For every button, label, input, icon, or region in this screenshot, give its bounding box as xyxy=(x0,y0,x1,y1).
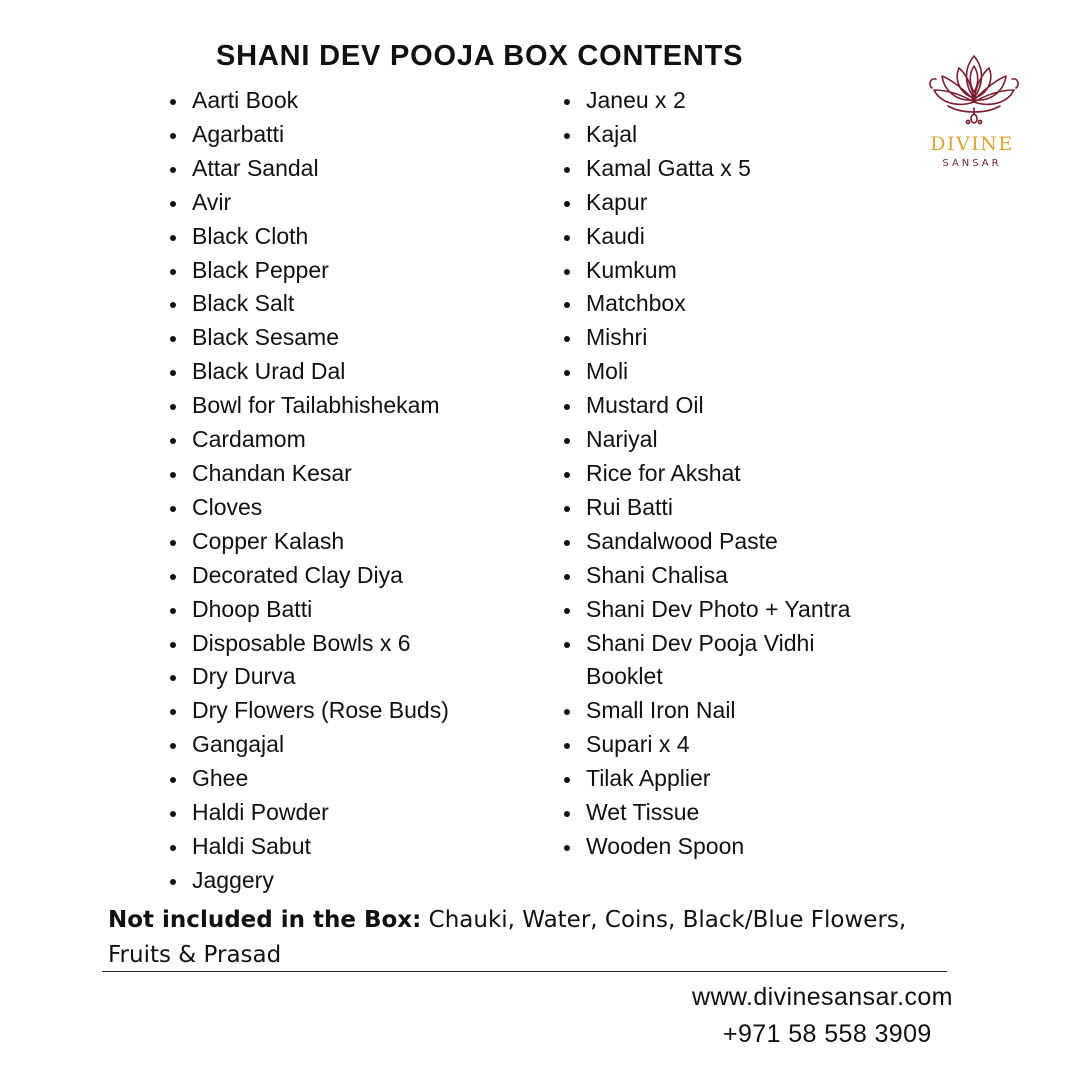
brand-subtitle: SANSAR xyxy=(942,158,1002,169)
page-title: SHANI DEV POOJA BOX CONTENTS xyxy=(216,40,744,72)
divider xyxy=(102,971,947,972)
list-item: Dry Flowers (Rose Buds) xyxy=(170,694,449,728)
list-item: Jaggery xyxy=(170,864,449,898)
phone-number[interactable]: +971 58 558 3909 xyxy=(723,1020,932,1048)
list-item: Wooden Spoon xyxy=(564,830,850,864)
list-item: Kajal xyxy=(564,118,850,152)
list-item: Kamal Gatta x 5 xyxy=(564,152,850,186)
list-item: Haldi Sabut xyxy=(170,830,449,864)
list-item: Gangajal xyxy=(170,728,449,762)
list-item: Black Urad Dal xyxy=(170,355,449,389)
list-item: Black Cloth xyxy=(170,220,449,254)
list-item: Ghee xyxy=(170,762,449,796)
list-item: Wet Tissue xyxy=(564,796,850,830)
exclusions-text: Chauki, Water, Coins, Black/Blue Flowers, Fruits & Prasad xyxy=(108,907,907,968)
list-item: Nariyal xyxy=(564,423,850,457)
list-item: Decorated Clay Diya xyxy=(170,559,449,593)
list-item: Attar Sandal xyxy=(170,152,449,186)
list-item: Shani Chalisa xyxy=(564,559,850,593)
list-item: Matchbox xyxy=(564,287,850,321)
list-item: Moli xyxy=(564,355,850,389)
list-item: Cardamom xyxy=(170,423,449,457)
list-item: Disposable Bowls x 6 xyxy=(170,627,449,661)
list-item: Sandalwood Paste xyxy=(564,525,850,559)
list-item: Avir xyxy=(170,186,449,220)
exclusions-note xyxy=(108,903,958,973)
list-item: Dhoop Batti xyxy=(170,593,449,627)
list-item: Janeu x 2 xyxy=(564,84,850,118)
list-item: Kapur xyxy=(564,186,850,220)
list-item: Agarbatti xyxy=(170,118,449,152)
contents-list-right xyxy=(564,84,850,864)
exclusions-label: Not included in the Box: xyxy=(108,907,422,933)
list-item: Rice for Akshat xyxy=(564,457,850,491)
contents-list-left xyxy=(170,84,449,898)
list-item: Tilak Applier xyxy=(564,762,850,796)
list-item: Aarti Book xyxy=(170,84,449,118)
list-item: Kaudi xyxy=(564,220,850,254)
list-item: Dry Durva xyxy=(170,660,449,694)
list-item: Supari x 4 xyxy=(564,728,850,762)
list-item: Black Sesame xyxy=(170,321,449,355)
list-item: Cloves xyxy=(170,491,449,525)
website-link[interactable]: www.divinesansar.com xyxy=(692,983,953,1011)
list-item: Chandan Kesar xyxy=(170,457,449,491)
list-item: Black Pepper xyxy=(170,254,449,288)
list-item: Small Iron Nail xyxy=(564,694,850,728)
list-item: Copper Kalash xyxy=(170,525,449,559)
brand-name: DIVINE xyxy=(930,133,1014,155)
list-item: Mishri xyxy=(564,321,850,355)
list-item: Kumkum xyxy=(564,254,850,288)
list-item: Bowl for Tailabhishekam xyxy=(170,389,449,423)
list-item: Shani Dev Pooja Vidhi Booklet xyxy=(564,627,850,695)
list-item: Haldi Powder xyxy=(170,796,449,830)
list-item: Rui Batti xyxy=(564,491,850,525)
list-item: Black Salt xyxy=(170,287,449,321)
list-item: Mustard Oil xyxy=(564,389,850,423)
lotus-icon xyxy=(926,42,1022,130)
brand-logo xyxy=(920,42,1026,176)
list-item: Shani Dev Photo + Yantra xyxy=(564,593,850,627)
